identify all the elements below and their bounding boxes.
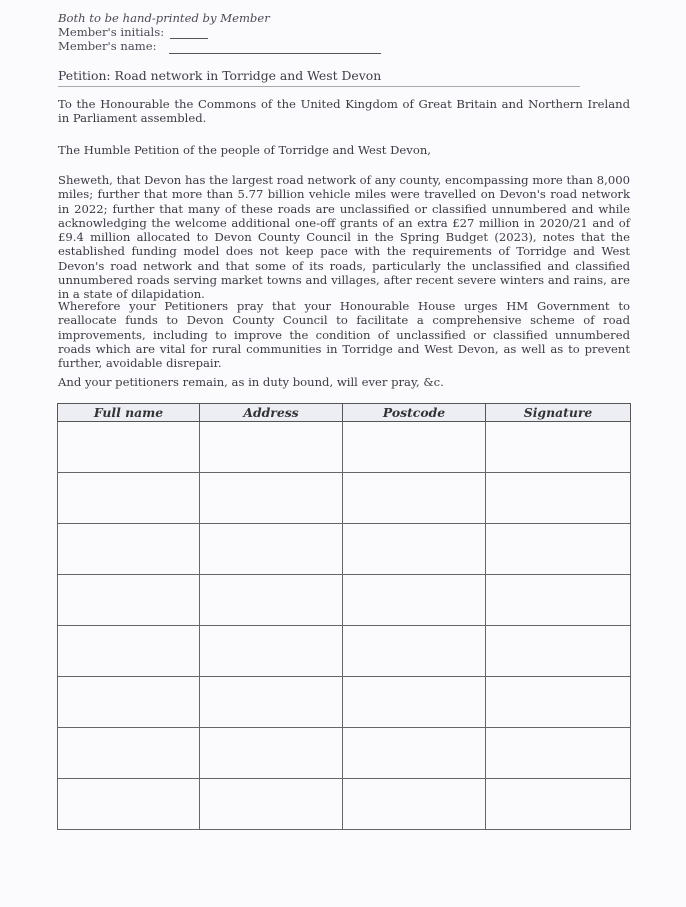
sheweth-paragraph: Sheweth, that Devon has the largest road network of any county, encompassing more than 8,000 miles; further that more than 5.77 billion vehicle miles were travelled on Devon's road network in 2022; further that many of these roads are unclassified or classified unnumbered and while acknowledging the welcome additional one-off grants of an extra £27 million in 2020/21 and of £9.4 million allocated to Devon County Council in the Spring Budget (2023), notes that the established funding model does not keep pace with the requirements of Torridge and West Devon's road network and that some of its roads, particularly the unclassified and classified unnumbered roads serving market towns and villages, after recent severe winters and rains, are in a state of dilapidation. [58, 173, 630, 302]
signature-cell[interactable] [486, 524, 631, 575]
signature-cell[interactable] [486, 779, 631, 830]
signature-cell[interactable] [486, 575, 631, 626]
postcode-cell[interactable] [343, 575, 486, 626]
humble-petition-paragraph: The Humble Petition of the people of Torridge and West Devon, [58, 143, 431, 157]
closing-paragraph: And your petitioners remain, as in duty bound, will ever pray, &c. [58, 375, 444, 389]
address-cell[interactable] [200, 473, 343, 524]
address-cell[interactable] [200, 524, 343, 575]
full-name-cell[interactable] [58, 779, 200, 830]
address-cell[interactable] [200, 728, 343, 779]
member-block [58, 11, 381, 54]
postcode-cell[interactable] [343, 677, 486, 728]
signature-cell[interactable] [486, 728, 631, 779]
signature-cell[interactable] [486, 626, 631, 677]
full-name-cell[interactable] [58, 473, 200, 524]
full-name-cell[interactable] [58, 728, 200, 779]
table-row [58, 422, 631, 473]
member-name-row [58, 39, 381, 53]
petition-title: Petition: Road network in Torridge and West Devon [58, 68, 382, 83]
signature-cell[interactable] [486, 422, 631, 473]
full-name-cell[interactable] [58, 677, 200, 728]
address-paragraph: To the Honourable the Commons of the United Kingdom of Great Britain and Northern Ireland in Parliament assembled. [58, 97, 630, 126]
wherefore-paragraph: Wherefore your Petitioners pray that your Honourable House urges HM Government to reallocate funds to Devon County Council to facilitate a comprehensive scheme of road improvements, including to improve the condition of unclassified or classified unnumbered roads which are vital for rural communities in Torridge and West Devon, as well as to prevent further, avoidable disrepair. [58, 299, 630, 371]
postcode-cell[interactable] [343, 524, 486, 575]
header-postcode: Postcode [343, 404, 486, 422]
member-initials-field[interactable] [170, 28, 208, 39]
signature-cell[interactable] [486, 677, 631, 728]
header-address: Address [200, 404, 343, 422]
member-initials-row [58, 25, 381, 39]
table-header-row [58, 404, 631, 422]
header-signature: Signature [486, 404, 631, 422]
header-full-name: Full name [58, 404, 200, 422]
table-row [58, 677, 631, 728]
signature-table-body [58, 422, 631, 830]
member-initials-label: Member's initials: [58, 25, 165, 40]
full-name-cell[interactable] [58, 626, 200, 677]
address-cell[interactable] [200, 677, 343, 728]
postcode-cell[interactable] [343, 422, 486, 473]
postcode-cell[interactable] [343, 473, 486, 524]
table-row [58, 575, 631, 626]
table-row [58, 626, 631, 677]
address-cell[interactable] [200, 626, 343, 677]
address-cell[interactable] [200, 779, 343, 830]
postcode-cell[interactable] [343, 728, 486, 779]
postcode-cell[interactable] [343, 779, 486, 830]
full-name-cell[interactable] [58, 575, 200, 626]
address-cell[interactable] [200, 575, 343, 626]
address-cell[interactable] [200, 422, 343, 473]
table-row [58, 779, 631, 830]
signature-cell[interactable] [486, 473, 631, 524]
table-row [58, 524, 631, 575]
full-name-cell[interactable] [58, 524, 200, 575]
table-row [58, 473, 631, 524]
title-divider [58, 86, 580, 87]
postcode-cell[interactable] [343, 626, 486, 677]
member-name-field[interactable] [169, 43, 381, 54]
full-name-cell[interactable] [58, 422, 200, 473]
member-name-label: Member's name: [58, 39, 157, 54]
member-instruction: Both to be hand-printed by Member [58, 11, 270, 25]
signature-table [57, 403, 631, 830]
table-row [58, 728, 631, 779]
